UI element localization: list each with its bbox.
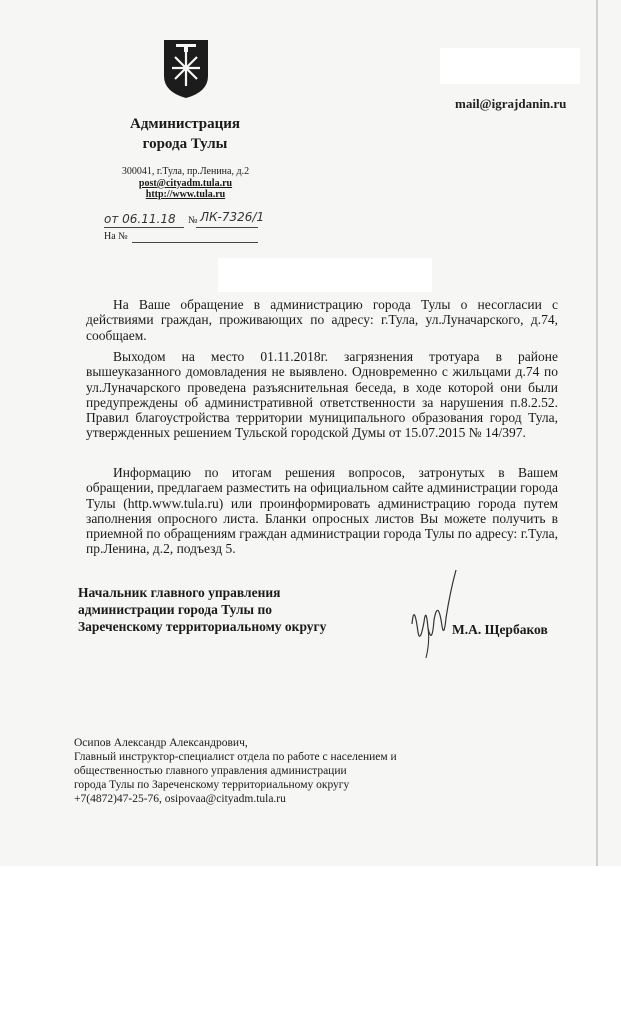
handwritten-signature bbox=[404, 562, 464, 662]
signatory-title-line-1: Начальник главного управления bbox=[78, 585, 281, 600]
organization-name bbox=[110, 114, 260, 154]
org-email-link: post@cityadm.tula.ru bbox=[138, 177, 233, 189]
handwritten-number: ЛК-7326/1 bbox=[200, 210, 265, 224]
body-paragraph-3: Информацию по итогам решения вопросов, затронутых в Вашем обращении, предлагаем разместить на официальном сайте администрации города Тулы (http.www.tula.ru) или проинформировать администрацию города путем заполнения опросного листа. Бланки опросных листов Вы можете получить в приемной по обращениям граждан администрации города Тулы по адресу: г.Тула, пр.Ленина, д.2, подъезд 5. bbox=[86, 465, 558, 557]
recipient-email: mail@igrajdanin.ru bbox=[455, 96, 567, 111]
org-line-2: города Тулы bbox=[142, 136, 228, 152]
signatory-title-line-2: администрации города Тулы по bbox=[78, 602, 272, 617]
org-site-link: http://www.tula.ru bbox=[145, 189, 226, 200]
reply-underline bbox=[132, 242, 258, 243]
number-prefix: № bbox=[188, 215, 198, 226]
org-line-1: Администрация bbox=[129, 116, 241, 132]
redacted-salutation bbox=[218, 258, 432, 292]
body-paragraph-2: Выходом на место 01.11.2018г. загрязнения тротуара в районе вышеуказанного домовладения не выявлено. Одновременно с жильцами д.74 по ул.Луначарского проведена разъяснительная беседа, в ходе которой они были предупреждены об административной ответственности за нарушения п.8.2.52. Правил благоустройства территории муниципального образования город Тула, утвержденных решением Тульской городской Думы от 15.07.2015 № 14/397. bbox=[86, 349, 558, 441]
number-underline bbox=[196, 227, 258, 228]
contact-line-3: общественностью главного управления администрации bbox=[74, 765, 347, 777]
scan-edge bbox=[596, 0, 598, 866]
organization-address bbox=[98, 166, 273, 201]
signatory-title bbox=[78, 584, 378, 635]
coat-of-arms-icon bbox=[162, 38, 210, 100]
body-paragraph-1: На Ваше обращение в администрацию города Тулы о несогласии с действиями граждан, проживающих по адресу: г.Тула, ул.Луначарского, д.74, сообщаем. bbox=[86, 297, 558, 343]
contact-line-2: Главный инструктор-специалист отдела по работе с населением и bbox=[74, 751, 397, 763]
contact-line-1: Осипов Александр Александрович, bbox=[74, 737, 248, 749]
address-line: 300041, г.Тула, пр.Ленина, д.2 bbox=[121, 166, 250, 177]
signatory-name: М.А. Щербаков bbox=[452, 622, 548, 637]
contact-line-4: города Тулы по Зареченскому территориальному округу bbox=[74, 779, 350, 791]
redacted-recipient bbox=[440, 48, 580, 84]
handwritten-date: от 06.11.18 bbox=[104, 212, 176, 226]
date-underline bbox=[104, 227, 184, 228]
contact-line-5: +7(4872)47-25-76, osipovaa@cityadm.tula.ru bbox=[74, 793, 286, 805]
contact-info bbox=[74, 736, 454, 806]
signatory-title-line-3: Зареченскому территориальному округу bbox=[78, 619, 327, 634]
reply-label: На № bbox=[104, 231, 128, 242]
